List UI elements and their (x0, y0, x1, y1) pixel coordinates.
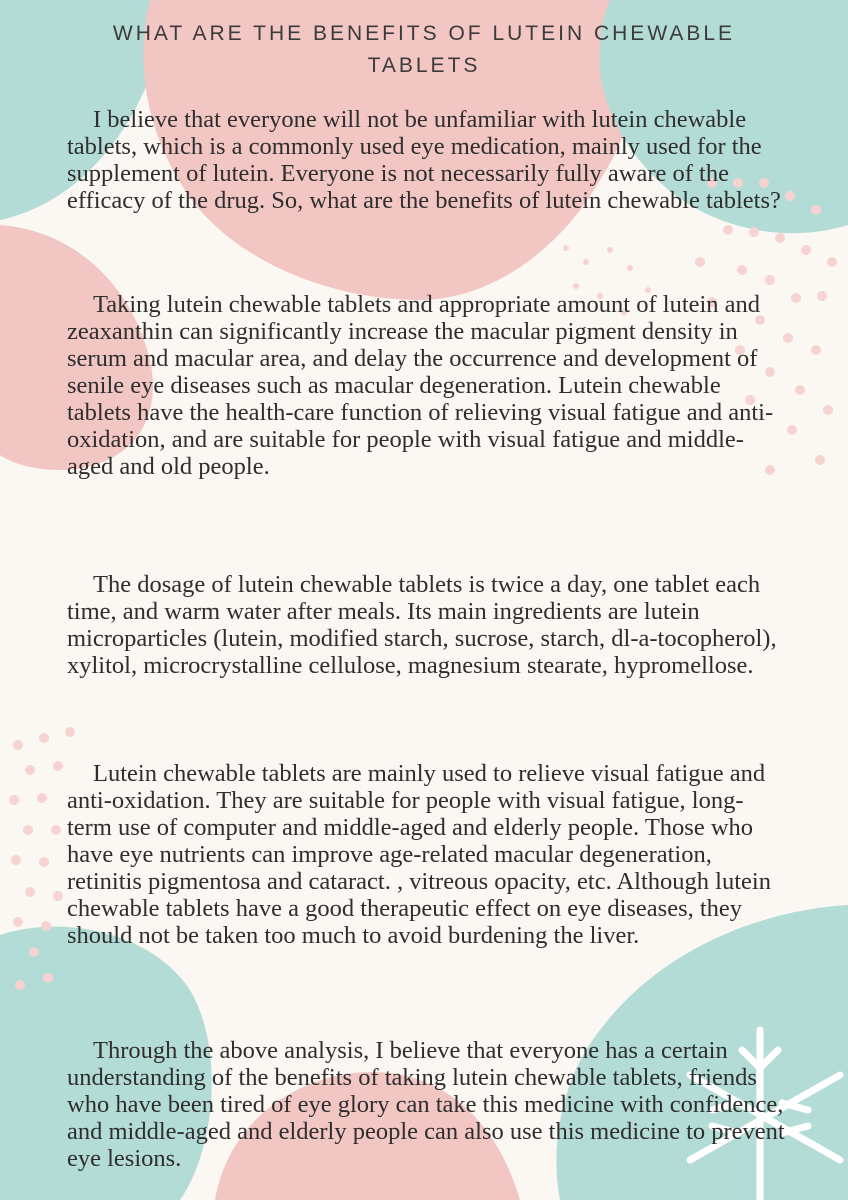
paragraph-conclusion: Through the above analysis, I believe that everyone has a certain understanding of the benefits of taking lutein chewable tablets, friends who have been tired of eye glory can take this medicine with confidence, and middle-aged and elderly people can also use this medicine to prevent eye lesions. (67, 1037, 785, 1172)
paragraph-usage: Lutein chewable tablets are mainly used to relieve visual fatigue and anti-oxidation. They are suitable for people with visual fatigue, long-term use of computer and middle-aged and elderly people. Those who have eye nutrients can improve age-related macular degeneration, retinitis pigmentosa and cataract. , vitreous opacity, etc. Although lutein chewable tablets have a good therapeutic effect on eye diseases, they should not be taken too much to avoid burdening the liver. (67, 760, 771, 949)
page-title: WHAT ARE THE BENEFITS OF LUTEIN CHEWABLE TABLETS (112, 22, 736, 77)
paragraph-dosage: The dosage of lutein chewable tablets is twice a day, one tablet each time, and warm water after meals. Its main ingredients are lutein microparticles (lutein, modified starch, sucrose, starch, dl-a-tocopherol), xylitol, microcrystalline cellulose, magnesium stearate, hypromellose. (67, 571, 777, 679)
paragraph-intro: I believe that everyone will not be unfamiliar with lutein chewable tablets, which is a commonly used eye medication, mainly used for the supplement of lutein. Everyone is not necessarily fully aware of the efficacy of the drug. So, what are the benefits of lutein chewable tablets? (67, 106, 781, 214)
paragraph-benefits: Taking lutein chewable tablets and appropriate amount of lutein and zeaxanthin can significantly increase the macular pigment density in serum and macular area, and delay the occurrence and development of senile eye diseases such as macular degeneration. Lutein chewable tablets have the health-care function of relieving visual fatigue and anti-oxidation, and are suitable for people with visual fatigue and middle-aged and old people. (67, 291, 774, 480)
